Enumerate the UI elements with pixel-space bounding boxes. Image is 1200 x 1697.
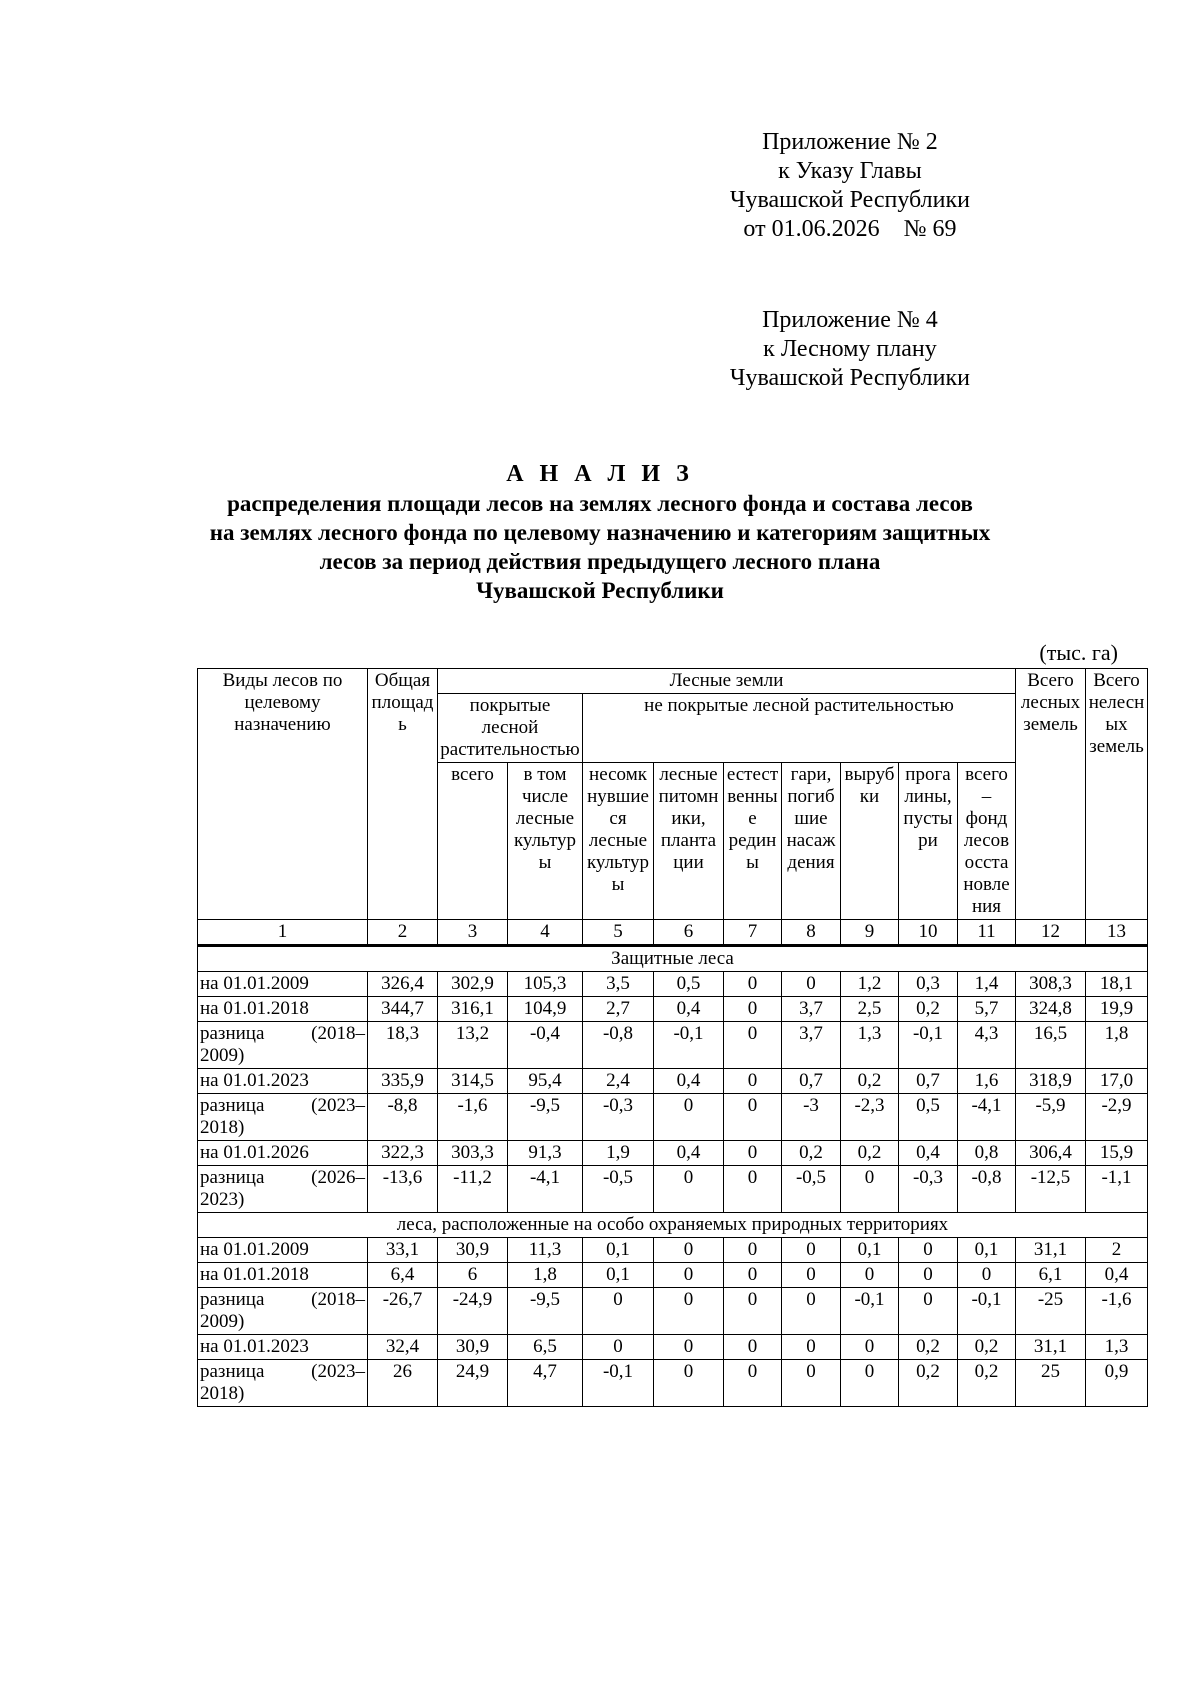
table-row (198, 1022, 1148, 1069)
table-cell: 1,9 (583, 1141, 654, 1166)
table-cell: 0 (654, 1360, 724, 1407)
table-cell: 104,9 (508, 997, 583, 1022)
table-cell: 0,2 (899, 1360, 958, 1407)
row-label: на 01.01.2018 (198, 1263, 368, 1288)
table-cell: 0,4 (899, 1141, 958, 1166)
table-cell: 0 (782, 1360, 841, 1407)
header-forest-type: Виды лесов по целевому назначению (198, 669, 368, 920)
table-cell: 0 (583, 1288, 654, 1335)
table-cell: 30,9 (438, 1335, 508, 1360)
table-cell: 6,1 (1016, 1263, 1086, 1288)
column-number: 5 (583, 920, 654, 946)
title-line: лесов за период действия предыдущего лесного плана (319, 549, 881, 574)
table-row (198, 1335, 1148, 1360)
table-cell: -8,8 (368, 1094, 438, 1141)
table-cell: 26 (368, 1360, 438, 1407)
table-cell: -1,1 (1086, 1166, 1148, 1213)
table-cell: 6,4 (368, 1263, 438, 1288)
table-row (198, 1069, 1148, 1094)
table-cell: 0,4 (654, 1141, 724, 1166)
appendix-line: Чувашской Республики (729, 187, 970, 213)
table-cell: 105,3 (508, 972, 583, 997)
column-numbers-row (198, 920, 1148, 946)
table-cell: 318,9 (1016, 1069, 1086, 1094)
table-cell: -12,5 (1016, 1166, 1086, 1213)
table-cell: 0 (654, 1238, 724, 1263)
table-cell: 3,5 (583, 972, 654, 997)
table-cell: 11,3 (508, 1238, 583, 1263)
units-label: (тыс. га) (1039, 640, 1118, 665)
table-cell: 0 (782, 1238, 841, 1263)
table-cell: 19,9 (1086, 997, 1148, 1022)
table-cell: 0,2 (899, 1335, 958, 1360)
table-cell: 6,5 (508, 1335, 583, 1360)
table-row (198, 1166, 1148, 1213)
table-cell: -0,1 (958, 1288, 1016, 1335)
row-label: на 01.01.2009 (198, 1238, 368, 1263)
row-label: на 01.01.2009 (198, 972, 368, 997)
column-number: 11 (958, 920, 1016, 946)
table-cell: 13,2 (438, 1022, 508, 1069)
table-cell: 0 (841, 1360, 899, 1407)
table-cell: 1,3 (841, 1022, 899, 1069)
table-cell: 0 (782, 972, 841, 997)
title-line: на землях лесного фонда по целевому назначению и категориям защитных (209, 520, 991, 545)
table-cell: 335,9 (368, 1069, 438, 1094)
column-number: 1 (198, 920, 368, 946)
table-cell: 2 (1086, 1238, 1148, 1263)
table-body (198, 946, 1148, 1407)
table-cell: -24,9 (438, 1288, 508, 1335)
table-cell: 1,8 (508, 1263, 583, 1288)
table-cell: 0 (899, 1263, 958, 1288)
forest-analysis-table (197, 668, 1148, 1407)
appendix-block-decree (730, 128, 970, 244)
table-cell: 25 (1016, 1360, 1086, 1407)
header-forest-cultures: в том числе лесные культуры (508, 763, 583, 920)
appendix-line: Приложение № 2 (762, 129, 938, 155)
table-cell: 0 (782, 1335, 841, 1360)
table-cell: 0,2 (841, 1141, 899, 1166)
table-cell: -0,1 (841, 1288, 899, 1335)
row-label: на 01.01.2023 (198, 1069, 368, 1094)
table-cell: 0,9 (1086, 1360, 1148, 1407)
table-cell: 16,5 (1016, 1022, 1086, 1069)
table-cell: 0,2 (958, 1335, 1016, 1360)
table-cell: -0,1 (654, 1022, 724, 1069)
table-cell: 0 (724, 1360, 782, 1407)
table-cell: 0 (724, 1166, 782, 1213)
section-row (198, 946, 1148, 972)
table-cell: 306,4 (1016, 1141, 1086, 1166)
table-cell: 0,1 (958, 1238, 1016, 1263)
table-cell: 5,7 (958, 997, 1016, 1022)
title-line: распределения площади лесов на землях лесного фонда и состава лесов (227, 491, 973, 516)
table-cell: 0,2 (899, 997, 958, 1022)
appendix-line: Чувашской Республики (729, 365, 970, 391)
table-cell: 0 (654, 1094, 724, 1141)
table-cell: 18,1 (1086, 972, 1148, 997)
table-cell: 0 (583, 1335, 654, 1360)
table-cell: -9,5 (508, 1288, 583, 1335)
table-cell: 0 (782, 1263, 841, 1288)
table-cell: 1,3 (1086, 1335, 1148, 1360)
column-number: 7 (724, 920, 782, 946)
table-cell: -0,1 (899, 1022, 958, 1069)
table-cell: 344,7 (368, 997, 438, 1022)
title-line: Чувашской Республики (476, 578, 724, 603)
table-cell: 0 (841, 1263, 899, 1288)
column-number: 2 (368, 920, 438, 946)
table-cell: 33,1 (368, 1238, 438, 1263)
row-label: разница (2018–2009) (198, 1022, 368, 1069)
table-cell: -3 (782, 1094, 841, 1141)
table-cell: 24,9 (438, 1360, 508, 1407)
column-number: 6 (654, 920, 724, 946)
table-cell: 0 (958, 1263, 1016, 1288)
table-cell: -0,5 (782, 1166, 841, 1213)
table-cell: 0 (724, 997, 782, 1022)
table-cell: 0 (724, 1069, 782, 1094)
table-cell: 0,4 (654, 997, 724, 1022)
table-row (198, 972, 1148, 997)
table-cell: 0 (782, 1288, 841, 1335)
table-cell: 314,5 (438, 1069, 508, 1094)
table-cell: 316,1 (438, 997, 508, 1022)
header-total-area: Общая площадь (368, 669, 438, 920)
header-clearings: вырубки (841, 763, 899, 920)
header-covered: покрытые лесной растительностью (438, 694, 583, 763)
header-total-nonforest-lands: Всего нелесных земель (1086, 669, 1148, 920)
column-number: 9 (841, 920, 899, 946)
table-cell: 1,2 (841, 972, 899, 997)
appendix-line: от 01.06.2026 № 69 (743, 216, 957, 242)
table-cell: -0,8 (958, 1166, 1016, 1213)
table-cell: -2,9 (1086, 1094, 1148, 1141)
header-forest-lands: Лесные земли (438, 669, 1016, 694)
table-cell: 0 (724, 1094, 782, 1141)
table-cell: 0 (724, 1238, 782, 1263)
table-cell: 0,4 (654, 1069, 724, 1094)
table-cell: 0 (899, 1238, 958, 1263)
section-title: леса, расположенные на особо охраняемых природных территориях (198, 1213, 1148, 1238)
table-cell: -4,1 (508, 1166, 583, 1213)
column-number: 10 (899, 920, 958, 946)
table-cell: 0,1 (841, 1238, 899, 1263)
table-cell: 0,8 (958, 1141, 1016, 1166)
appendix-line: Приложение № 4 (762, 307, 938, 333)
table-row (198, 1360, 1148, 1407)
table-cell: 3,7 (782, 997, 841, 1022)
column-number: 3 (438, 920, 508, 946)
table-cell: 0 (724, 972, 782, 997)
header-reforestation-fund: всего – фонд лесовосстановления (958, 763, 1016, 920)
table-cell: 324,8 (1016, 997, 1086, 1022)
header-covered-total: всего (438, 763, 508, 920)
table-cell: 0,1 (583, 1263, 654, 1288)
table-cell: -5,9 (1016, 1094, 1086, 1141)
table-cell: 32,4 (368, 1335, 438, 1360)
table-cell: 4,7 (508, 1360, 583, 1407)
table-cell: 0 (841, 1166, 899, 1213)
table-cell: 0 (724, 1141, 782, 1166)
table-cell: 4,3 (958, 1022, 1016, 1069)
table-cell: 1,6 (958, 1069, 1016, 1094)
table-cell: 17,0 (1086, 1069, 1148, 1094)
table-cell: 1,4 (958, 972, 1016, 997)
table-cell: 326,4 (368, 972, 438, 997)
header-not-covered: не покрытые лесной растительностью (583, 694, 1016, 763)
table-row (198, 1141, 1148, 1166)
table-cell: 0 (841, 1335, 899, 1360)
table-cell: 0,2 (841, 1069, 899, 1094)
table-cell: 95,4 (508, 1069, 583, 1094)
table-cell: -9,5 (508, 1094, 583, 1141)
appendix-block-forest-plan (730, 306, 970, 393)
table-cell: 3,7 (782, 1022, 841, 1069)
row-label: на 01.01.2018 (198, 997, 368, 1022)
table-row (198, 1094, 1148, 1141)
table-cell: 0,5 (654, 972, 724, 997)
table-cell: 0 (654, 1288, 724, 1335)
table-header (198, 669, 1148, 946)
table-cell: 31,1 (1016, 1238, 1086, 1263)
table-cell: 0 (724, 1288, 782, 1335)
table-cell: 6 (438, 1263, 508, 1288)
column-number: 12 (1016, 920, 1086, 946)
table-cell: 0 (724, 1263, 782, 1288)
row-label: разница (2023–2018) (198, 1360, 368, 1407)
table-cell: 0,5 (899, 1094, 958, 1141)
table-cell: 303,3 (438, 1141, 508, 1166)
table-cell: 0,7 (899, 1069, 958, 1094)
table-row (198, 1238, 1148, 1263)
table-cell: -0,1 (583, 1360, 654, 1407)
table-cell: 2,5 (841, 997, 899, 1022)
header-total-forest-lands: Всего лесных земель (1016, 669, 1086, 920)
row-label: разница (2026–2023) (198, 1166, 368, 1213)
table-cell: -1,6 (1086, 1288, 1148, 1335)
table-cell: -0,3 (899, 1166, 958, 1213)
header-nurseries: лесные питомники, плантации (654, 763, 724, 920)
table-cell: -0,3 (583, 1094, 654, 1141)
row-label: на 01.01.2026 (198, 1141, 368, 1166)
table-cell: 2,7 (583, 997, 654, 1022)
table-cell: 0,2 (782, 1141, 841, 1166)
table-cell: 0,1 (583, 1238, 654, 1263)
table-cell: 30,9 (438, 1238, 508, 1263)
table-cell: -11,2 (438, 1166, 508, 1213)
table-cell: 322,3 (368, 1141, 438, 1166)
column-number: 4 (508, 920, 583, 946)
table-cell: -2,3 (841, 1094, 899, 1141)
table-cell: 1,8 (1086, 1022, 1148, 1069)
column-number: 13 (1086, 920, 1148, 946)
table-cell: -25 (1016, 1288, 1086, 1335)
header-burns: гари, погибшие насаждения (782, 763, 841, 920)
table-cell: -1,6 (438, 1094, 508, 1141)
appendix-line: к Указу Главы (778, 158, 922, 184)
table-cell: 0 (724, 1335, 782, 1360)
table-cell: 31,1 (1016, 1335, 1086, 1360)
table-row (198, 997, 1148, 1022)
section-row (198, 1213, 1148, 1238)
table-cell: 0,4 (1086, 1263, 1148, 1288)
title-heading: А Н А Л И З (506, 461, 694, 487)
row-label: разница (2023–2018) (198, 1094, 368, 1141)
table-cell: 2,4 (583, 1069, 654, 1094)
table-cell: 302,9 (438, 972, 508, 997)
table-cell: 91,3 (508, 1141, 583, 1166)
header-glades: прогалины, пустыри (899, 763, 958, 920)
appendix-line: к Лесному плану (763, 336, 937, 362)
header-unclosed-cultures: несомкнувшиеся лесные культуры (583, 763, 654, 920)
table-cell: 0 (654, 1263, 724, 1288)
table-cell: 0,7 (782, 1069, 841, 1094)
table-cell: 0 (654, 1335, 724, 1360)
table-cell: 0,3 (899, 972, 958, 997)
section-title: Защитные леса (198, 946, 1148, 972)
header-natural-sparse: естественные редины (724, 763, 782, 920)
table-cell: -26,7 (368, 1288, 438, 1335)
row-label: разница (2018–2009) (198, 1288, 368, 1335)
table-cell: -0,4 (508, 1022, 583, 1069)
table-cell: -13,6 (368, 1166, 438, 1213)
table-cell: -0,8 (583, 1022, 654, 1069)
row-label: на 01.01.2023 (198, 1335, 368, 1360)
table-cell: 0 (724, 1022, 782, 1069)
table-cell: -4,1 (958, 1094, 1016, 1141)
table-cell: 15,9 (1086, 1141, 1148, 1166)
table-cell: -0,5 (583, 1166, 654, 1213)
table-cell: 0,2 (958, 1360, 1016, 1407)
table-row (198, 1263, 1148, 1288)
table-cell: 18,3 (368, 1022, 438, 1069)
table-cell: 0 (654, 1166, 724, 1213)
table-cell: 0 (899, 1288, 958, 1335)
column-number: 8 (782, 920, 841, 946)
document-title (0, 460, 1200, 605)
table-row (198, 1288, 1148, 1335)
table-cell: 308,3 (1016, 972, 1086, 997)
